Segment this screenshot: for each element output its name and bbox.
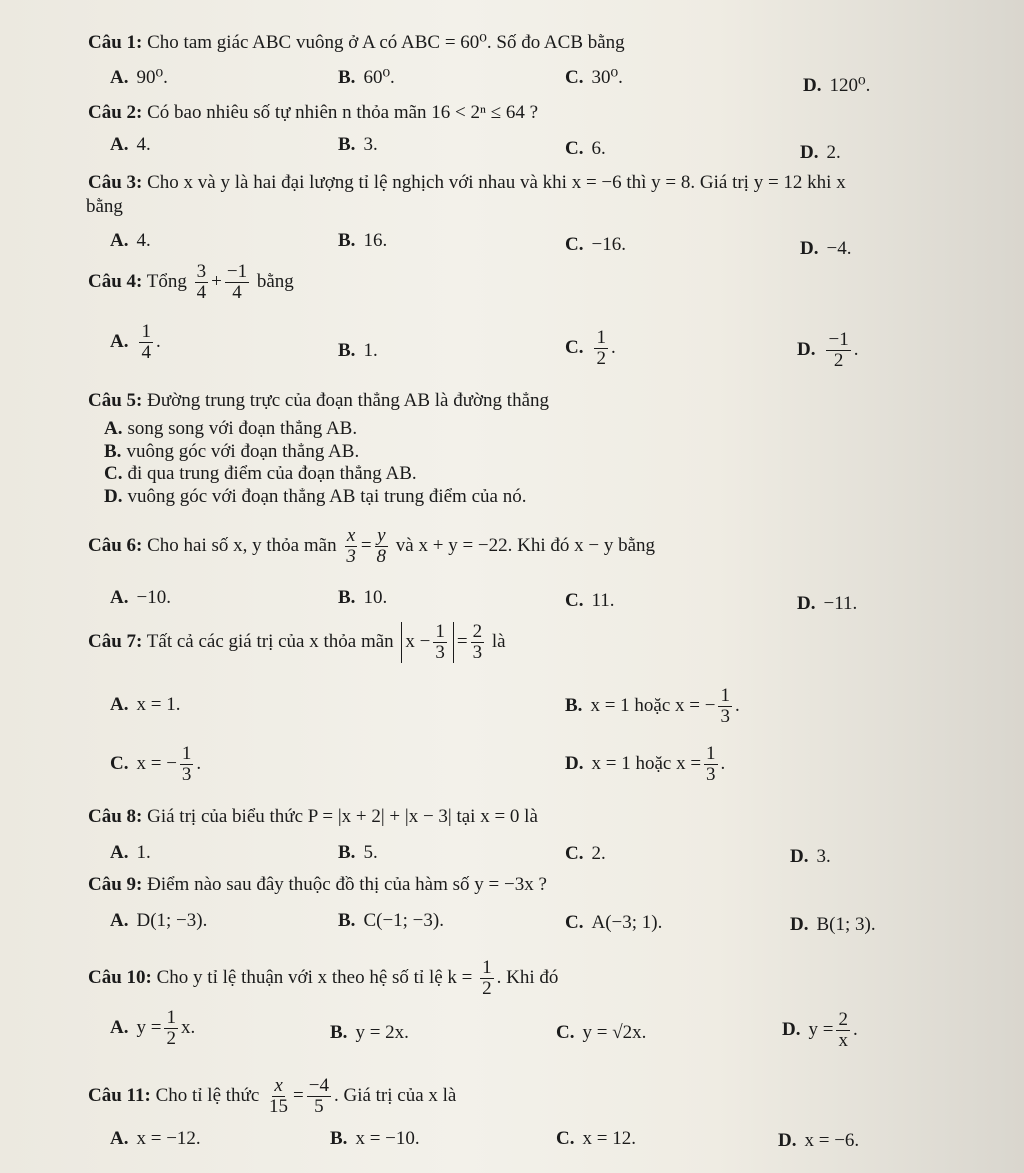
q8-option-c[interactable]: C. 2. xyxy=(565,843,606,864)
question-3 xyxy=(88,172,846,195)
fraction: $\frac{1}{2}$ xyxy=(482,957,492,999)
question-label: Câu 4: xyxy=(88,270,143,292)
question-text: Cho tam giác ABC vuông ở A có ABC = 60⁰. Số đo ACB bằng xyxy=(147,32,625,53)
question-7: Câu 7: Tất cả các giá trị của x thỏa mãn x − $\frac{1}{3}$ = $\frac{2}{3}$ là xyxy=(88,621,506,663)
question-text: Đường trung trực của đoạn thẳng AB là đường thẳng xyxy=(147,390,550,411)
q3-option-d[interactable]: D. −4. xyxy=(800,238,852,259)
q2-option-a[interactable]: A. 4. xyxy=(110,134,151,155)
question-11: Câu 11: Cho tỉ lệ thức $\frac{x}{15}$ = $\frac{-4}{5}$ . Giá trị của x là xyxy=(88,1075,457,1117)
q10-option-c[interactable]: C. y = √2x. xyxy=(556,1022,647,1043)
absolute-value: x − $\frac{1}{3}$ xyxy=(401,622,453,663)
question-label: Câu 3: xyxy=(88,172,143,193)
question-4: Câu 4: Tổng $\frac{3}{4}$ + $\frac{-1}{4}$ bằng xyxy=(88,261,294,303)
q5-options xyxy=(104,418,526,508)
q5-option-a[interactable]: A. song song với đoạn thẳng AB. xyxy=(104,418,358,439)
q8-option-d[interactable]: D. 3. xyxy=(790,846,831,867)
q1-option-b[interactable]: B. 60⁰. xyxy=(338,67,395,88)
question-6: Câu 6: Cho hai số x, y thỏa mãn $\frac{x}{3}$ = $\frac{y}{8}$ và x + y = −22. Khi đó x − y bằng xyxy=(88,525,656,567)
q10-option-a[interactable]: A. y = $\frac{1}{2}$ x. xyxy=(110,1007,196,1049)
q4-option-d[interactable]: D. $\frac{-1}{2}$ . xyxy=(797,329,859,371)
fraction: $\frac{-1}{4}$ xyxy=(226,261,248,303)
question-label: Câu 2: xyxy=(88,102,143,123)
fraction: $\frac{2}{3}$ xyxy=(472,621,483,663)
q5-option-c[interactable]: C. đi qua trung điểm của đoạn thẳng AB. xyxy=(104,463,417,484)
q6-option-a[interactable]: A. −10. xyxy=(110,587,171,608)
q3-option-b[interactable]: B. 16. xyxy=(338,230,388,251)
q9-option-a[interactable]: A. D(1; −3). xyxy=(110,910,208,931)
fraction: $\frac{x}{3}$ xyxy=(346,525,356,567)
question-label: Câu 10: xyxy=(88,966,152,988)
q8-option-a[interactable]: A. 1. xyxy=(110,842,151,863)
fraction: $\frac{y}{8}$ xyxy=(376,525,387,567)
q5-option-d[interactable]: D. vuông góc với đoạn thẳng AB tại trung điểm của nó. xyxy=(104,485,527,507)
question-text: Cho x và y là hai đại lượng tỉ lệ nghịch với nhau và khi x = −6 thì y = 8. Giá trị y = 12 khi x xyxy=(147,172,846,193)
fraction: $\frac{3}{4}$ xyxy=(196,261,207,303)
q2-option-d[interactable]: D. 2. xyxy=(800,142,841,163)
q11-option-b[interactable]: B. x = −10. xyxy=(330,1128,420,1149)
question-label: Câu 7: xyxy=(88,630,143,652)
q6-option-d[interactable]: D. −11. xyxy=(797,593,858,614)
question-10: Câu 10: Cho y tỉ lệ thuận với x theo hệ số tỉ lệ k = $\frac{1}{2}$ . Khi đó xyxy=(88,957,559,999)
q6-option-b[interactable]: B. 10. xyxy=(338,587,388,608)
q7-option-d[interactable]: D. x = 1 hoặc x = $\frac{1}{3}$ . xyxy=(565,743,726,785)
question-5 xyxy=(88,390,549,413)
question-label: Câu 8: xyxy=(88,806,143,827)
question-9 xyxy=(88,874,547,897)
q8-option-b[interactable]: B. 5. xyxy=(338,842,378,863)
q11-option-c[interactable]: C. x = 12. xyxy=(556,1128,636,1149)
question-label: Câu 9: xyxy=(88,874,143,895)
q4-option-c[interactable]: C. $\frac{1}{2}$ . xyxy=(565,327,616,369)
q7-option-a[interactable]: A. x = 1. xyxy=(110,694,181,715)
q2-option-c[interactable]: C. 6. xyxy=(565,138,606,159)
q4-option-b[interactable]: B. 1. xyxy=(338,340,378,361)
fraction: $\frac{x}{15}$ xyxy=(269,1075,289,1117)
fraction: $\frac{-4}{5}$ xyxy=(308,1075,329,1117)
question-text: Giá trị của biểu thức P = |x + 2| + |x − 3| tại x = 0 là xyxy=(147,806,538,827)
q1-option-a[interactable]: A. 90⁰. xyxy=(110,67,168,88)
q9-option-c[interactable]: C. A(−3; 1). xyxy=(565,912,663,933)
q10-option-d[interactable]: D. y = $\frac{2}{x}$ . xyxy=(782,1009,858,1051)
q3-option-c[interactable]: C. −16. xyxy=(565,234,626,255)
q9-option-d[interactable]: D. B(1; 3). xyxy=(790,914,876,935)
question-label: Câu 6: xyxy=(88,534,143,556)
question-label: Câu 11: xyxy=(88,1084,151,1106)
q1-option-c[interactable]: C. 30⁰. xyxy=(565,67,623,88)
q7-option-c[interactable]: C. x = − $\frac{1}{3}$ . xyxy=(110,743,202,785)
q11-option-d[interactable]: D. x = −6. xyxy=(778,1130,860,1151)
q5-option-b[interactable]: B. vuông góc với đoạn thẳng AB. xyxy=(104,440,360,462)
question-label: Câu 1: xyxy=(88,32,143,53)
question-text: Điểm nào sau đây thuộc đồ thị của hàm số y = −3x ? xyxy=(147,874,547,895)
q3-option-a[interactable]: A. 4. xyxy=(110,230,151,251)
q11-option-a[interactable]: A. x = −12. xyxy=(110,1128,201,1149)
question-3-continuation: bằng xyxy=(86,196,123,217)
q1-option-d[interactable]: D. 120⁰. xyxy=(803,75,871,96)
question-8 xyxy=(88,806,538,829)
q7-option-b[interactable]: B. x = 1 hoặc x = − $\frac{1}{3}$ . xyxy=(565,685,740,727)
question-2 xyxy=(88,102,538,125)
question-label: Câu 5: xyxy=(88,390,143,411)
q6-option-c[interactable]: C. 11. xyxy=(565,590,615,611)
q9-option-b[interactable]: B. C(−1; −3). xyxy=(338,910,444,931)
q2-option-b[interactable]: B. 3. xyxy=(338,134,378,155)
q4-option-a[interactable]: A. $\frac{1}{4}$ . xyxy=(110,321,161,363)
question-text: Có bao nhiêu số tự nhiên n thỏa mãn 16 < 2ⁿ ≤ 64 ? xyxy=(147,102,539,123)
question-1 xyxy=(88,32,625,55)
q10-option-b[interactable]: B. y = 2x. xyxy=(330,1022,409,1043)
